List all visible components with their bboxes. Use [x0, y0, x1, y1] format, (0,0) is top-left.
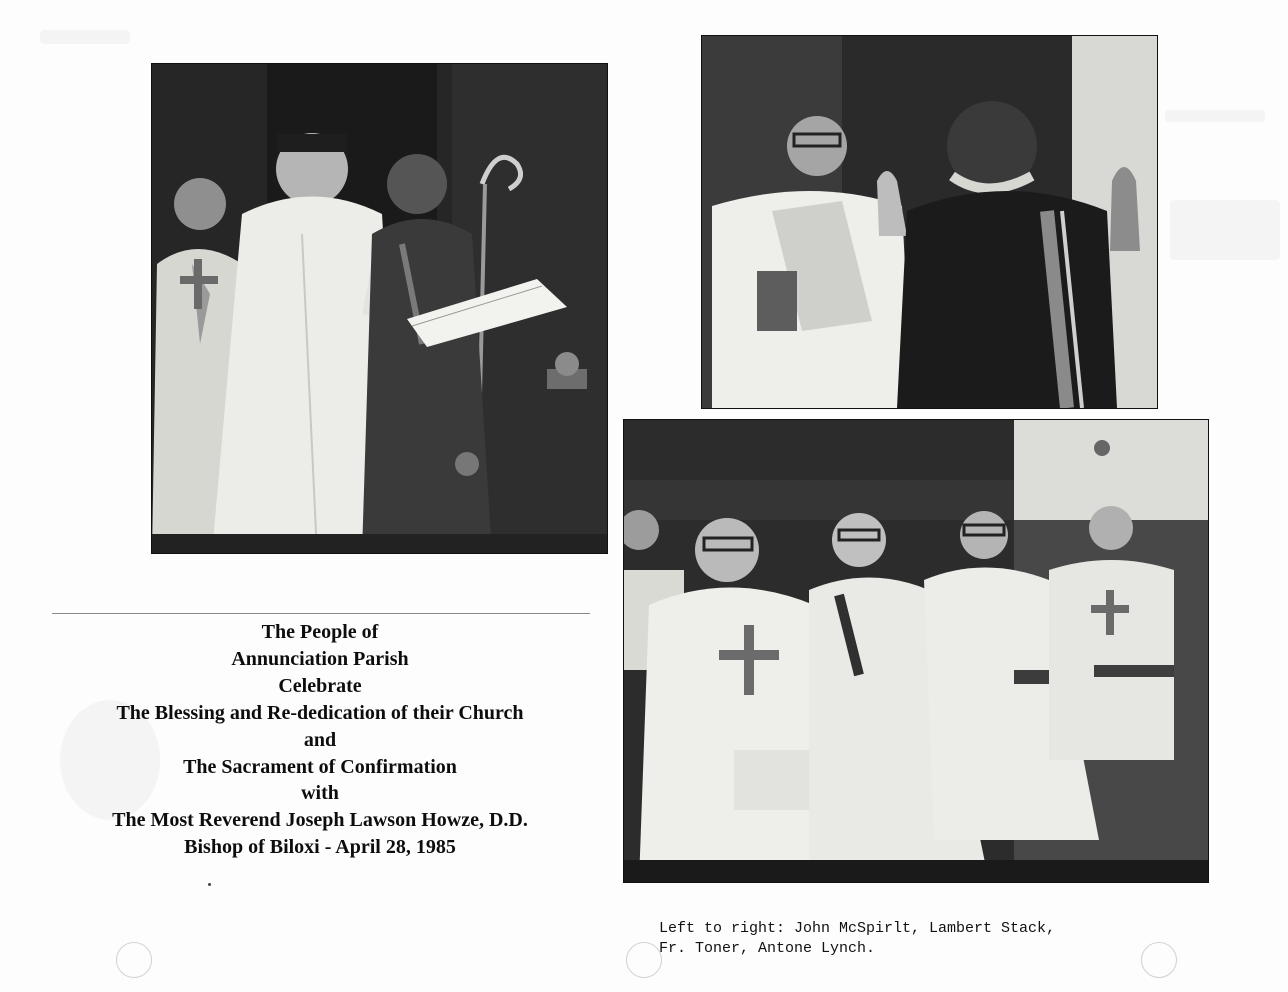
photo-seated-clergy: [624, 420, 1208, 882]
title-line: The Sacrament of Confirmation: [183, 755, 457, 778]
punch-hole: [116, 942, 152, 978]
celebration-title: [40, 619, 600, 861]
bleed-through-mark: [1165, 110, 1265, 122]
title-line: The Blessing and Re-dedication of their Church: [116, 701, 524, 724]
caption-line: Fr. Toner, Antone Lynch.: [659, 940, 876, 957]
title-line: and: [303, 728, 337, 751]
bleed-through-mark: [40, 30, 130, 44]
bleed-through-mark: [1170, 200, 1280, 260]
title-line: Annunciation Parish: [231, 647, 409, 670]
photo-bishop-blessing: [702, 36, 1157, 408]
title-line: with: [301, 782, 339, 805]
photo-clergy-reading: [152, 64, 607, 553]
photo-caption: [659, 919, 1219, 959]
title-line: Celebrate: [278, 674, 362, 697]
paper-speck: [208, 883, 211, 886]
punch-hole: [626, 942, 662, 978]
title-line: The People of: [261, 621, 379, 643]
caption-line: Left to right: John McSpirlt, Lambert Stack,: [659, 920, 1056, 937]
title-line: Bishop of Biloxi - April 28, 1985: [184, 836, 456, 859]
title-line: The Most Reverend Joseph Lawson Howze, D.D.: [112, 809, 528, 832]
divider-rule: [52, 613, 590, 614]
punch-hole: [1141, 942, 1177, 978]
